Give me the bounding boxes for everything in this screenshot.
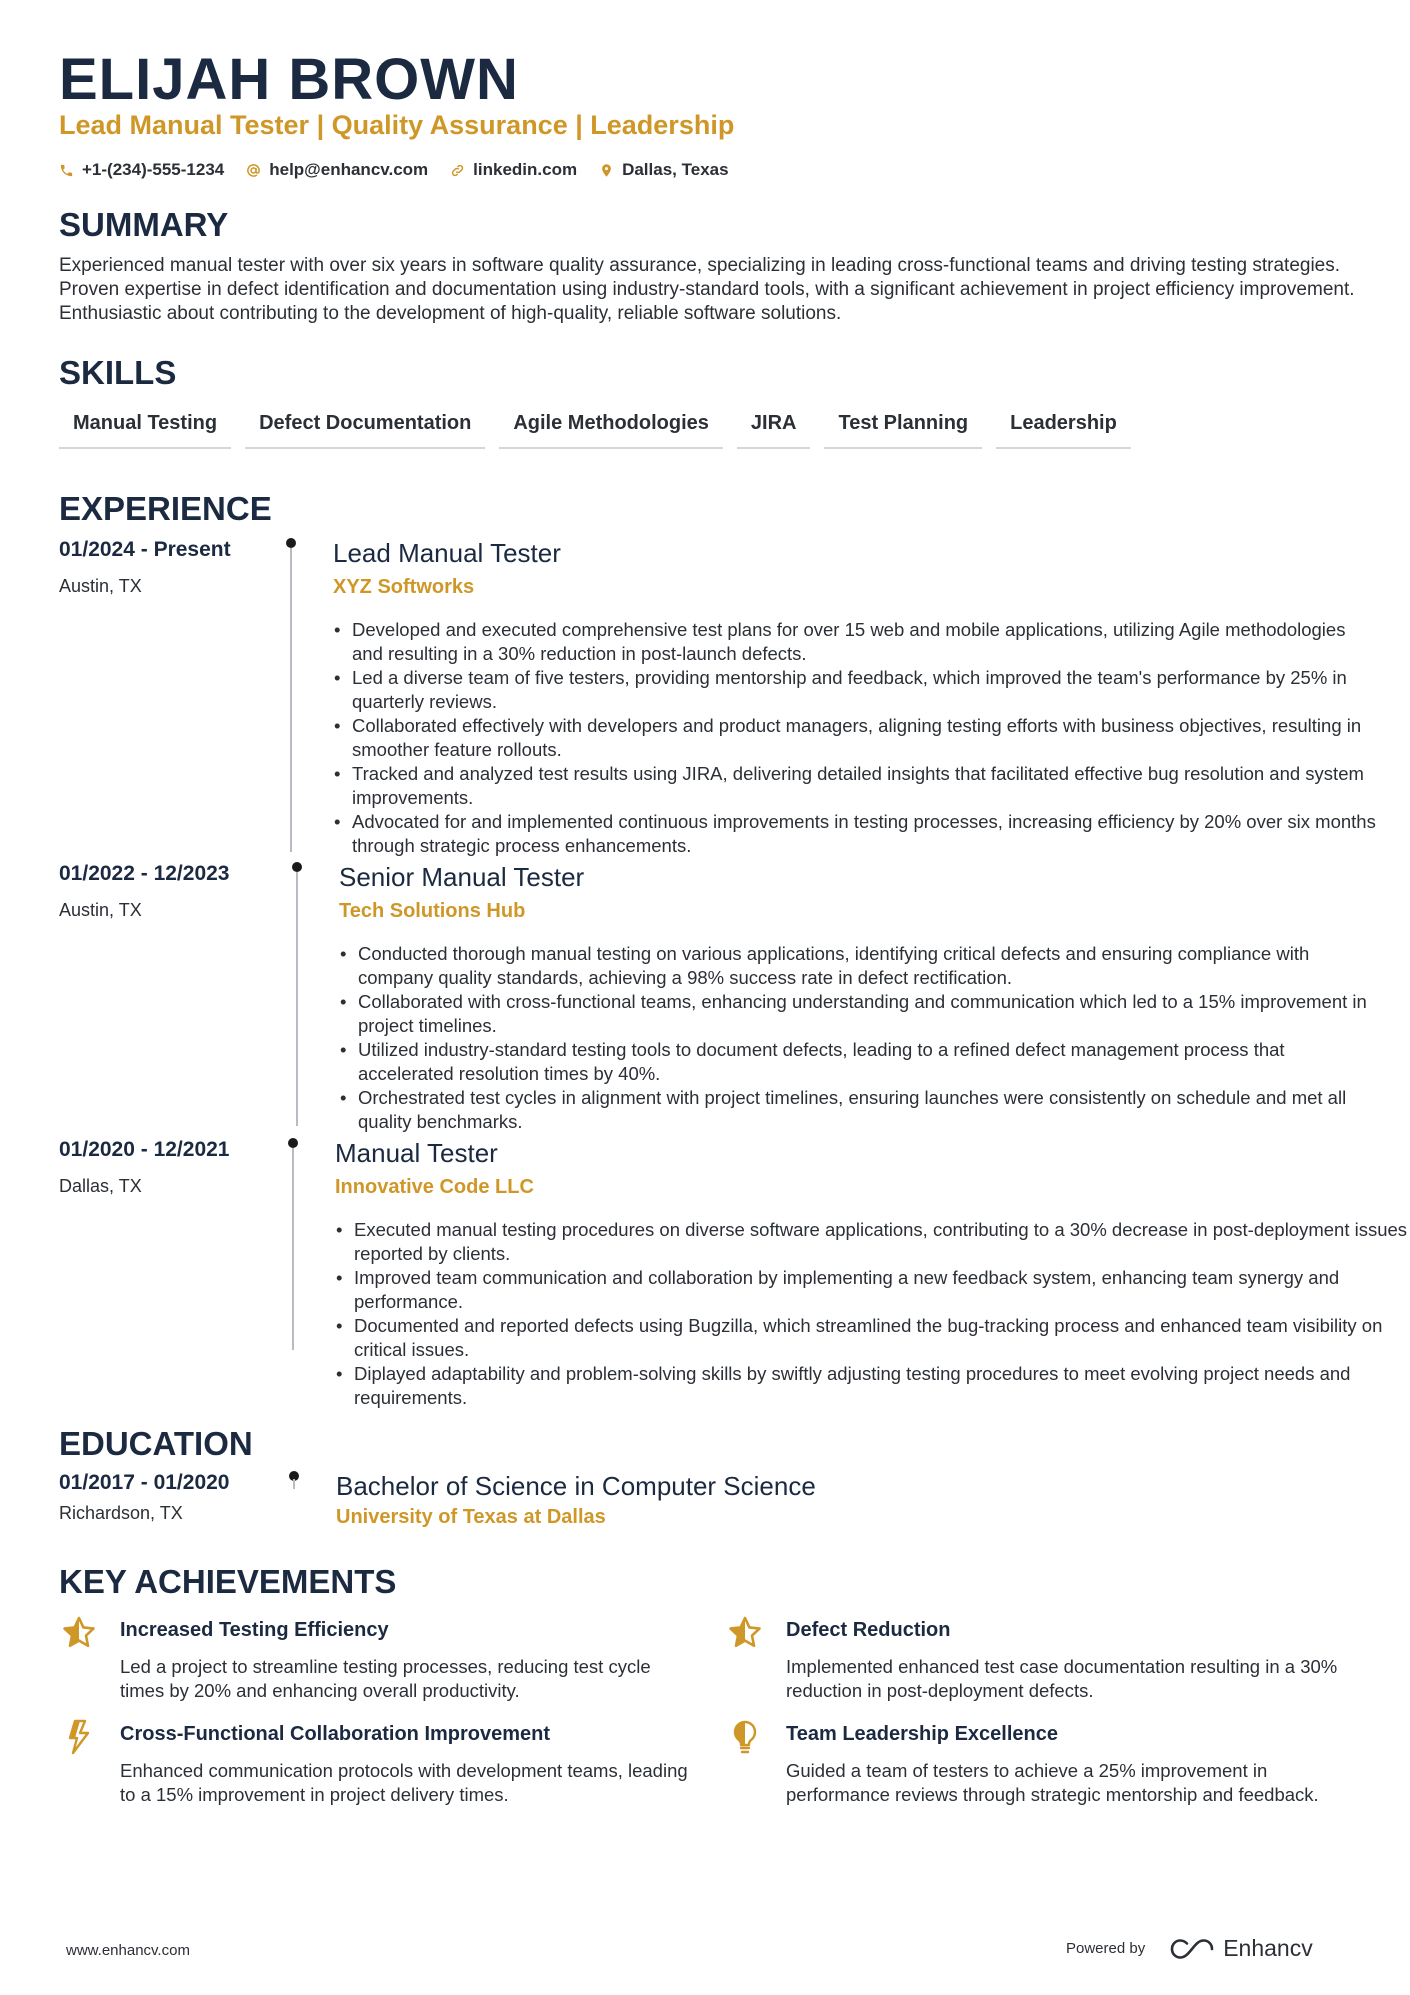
experience-date: 01/2020 - 12/2021 xyxy=(59,1138,230,1161)
skill-tag: Leadership xyxy=(996,408,1131,449)
achievement-title: Defect Reduction xyxy=(786,1619,951,1641)
experience-bullets xyxy=(326,618,1376,858)
experience-role: Manual Tester xyxy=(335,1138,498,1168)
bullet-item: • Executed manual testing procedures on diverse software applications, contributing to a 30% decrease in post-deployment issues reported by clients. xyxy=(328,1218,1408,1266)
education-school: University of Texas at Dallas xyxy=(336,1506,606,1528)
experience-role: Lead Manual Tester xyxy=(333,538,561,568)
bullet-item: • Conducted thorough manual testing on various applications, identifying critical defects and ensuring compliance with company quality standards, achieving a 98% success rate in defect rectification. xyxy=(332,942,1382,990)
bullet-item: • Developed and executed comprehensive test plans for over 15 web and mobile applications, utilizing Agile methodologies and resulting in a 30% reduction in post-launch defects. xyxy=(326,618,1376,666)
skill-tag: JIRA xyxy=(737,408,811,449)
education-title: EDUCATION xyxy=(59,1425,253,1462)
bullet-item: • Led a diverse team of five testers, providing mentorship and feedback, which improved the team's performance by 25% in quarterly reviews. xyxy=(326,666,1376,714)
phone-text: +1-(234)-555-1234 xyxy=(82,160,225,179)
experience-role: Senior Manual Tester xyxy=(339,862,585,892)
achievement-desc: Implemented enhanced test case documentation resulting in a 30% reduction in post-deployment defects. xyxy=(786,1656,1338,1701)
experience-date: 01/2024 - Present xyxy=(59,538,231,561)
skills-list xyxy=(59,408,1131,449)
achievement-title: Increased Testing Efficiency xyxy=(120,1619,389,1641)
education-item xyxy=(59,1471,1359,1531)
achievement-item xyxy=(61,1719,688,1805)
lightbulb-icon xyxy=(727,1719,763,1755)
contact-location xyxy=(599,160,728,180)
experience-detail xyxy=(333,538,561,599)
experience-company: Innovative Code LLC xyxy=(335,1176,534,1198)
contact-phone xyxy=(59,160,224,180)
education-degree: Bachelor of Science in Computer Science xyxy=(336,1471,816,1501)
experience-date: 01/2022 - 12/2023 xyxy=(59,862,230,885)
star-icon xyxy=(61,1615,97,1651)
bullet-item: • Utilized industry-standard testing tools to document defects, leading to a refined defect management process that accelerated resolution times by 40%. xyxy=(332,1038,1382,1086)
enhancv-logo[interactable] xyxy=(1169,1935,1313,1962)
experience-meta xyxy=(59,538,289,597)
experience-item xyxy=(59,538,1376,856)
enhancv-logo-icon xyxy=(1169,1937,1215,1961)
experience-location: Austin, TX xyxy=(59,576,142,596)
skill-tag: Manual Testing xyxy=(59,408,231,449)
experience-company: XYZ Softworks xyxy=(333,576,475,598)
skills-title: SKILLS xyxy=(59,354,177,391)
experience-meta xyxy=(59,1138,289,1197)
brand-name: Enhancv xyxy=(1223,1935,1313,1961)
summary-text: Experienced manual tester with over six years in software quality assurance, specializing in leading cross-functional teams and driving testing strategies. Proven expertise in defect identification and documentation using industry-standard tools, with a significant achievement in project efficiency improvement. Enthusiastic about contributing to the development of high-quality, reliable software solutions. xyxy=(59,255,1355,324)
timeline-line xyxy=(290,548,292,852)
achievement-desc: Led a project to streamline testing processes, reducing test cycle times by 20% and enhancing overall productivity. xyxy=(120,1656,651,1701)
powered-by-text: Powered by xyxy=(1066,1940,1146,1957)
contact-linkedin[interactable] xyxy=(450,160,577,180)
skill-tag: Defect Documentation xyxy=(245,408,485,449)
experience-location: Dallas, TX xyxy=(59,1176,142,1196)
location-text: Dallas, Texas xyxy=(622,160,729,179)
achievement-desc: Enhanced communication protocols with development teams, leading to a 15% improvement in project delivery times. xyxy=(120,1760,688,1805)
footer-branding xyxy=(1066,1935,1313,1962)
candidate-headline: Lead Manual Tester | Quality Assurance | Leadership xyxy=(59,110,735,140)
bullet-item: • Orchestrated test cycles in alignment with project timelines, ensuring launches were consistently on schedule and met all quality benchmarks. xyxy=(332,1086,1382,1134)
skill-tag: Agile Methodologies xyxy=(499,408,723,449)
experience-item xyxy=(59,862,1367,1132)
experience-location: Austin, TX xyxy=(59,900,142,920)
achievement-title: Team Leadership Excellence xyxy=(786,1723,1058,1745)
at-icon xyxy=(246,163,261,178)
candidate-name: ELIJAH BROWN xyxy=(59,47,519,112)
achievement-item xyxy=(727,1719,1347,1819)
experience-company: Tech Solutions Hub xyxy=(339,900,526,922)
achievement-title: Cross-Functional Collaboration Improvement xyxy=(120,1723,551,1745)
contact-row xyxy=(59,160,729,180)
bullet-item: • Documented and reported defects using Bugzilla, which streamlined the bug-tracking process and enhanced team visibility on critical issues. xyxy=(328,1314,1408,1362)
timeline-line xyxy=(296,872,298,1126)
education-meta xyxy=(59,1471,289,1524)
timeline-line xyxy=(292,1148,294,1350)
footer-website[interactable]: www.enhancv.com xyxy=(66,1942,190,1959)
bullet-item: • Collaborated effectively with developers and product managers, aligning testing efforts with business objectives, resulting in smoother feature rollouts. xyxy=(326,714,1376,762)
timeline-line xyxy=(293,1479,295,1489)
achievements-title: KEY ACHIEVEMENTS xyxy=(59,1563,397,1600)
achievement-item xyxy=(727,1615,1347,1701)
timeline-dot xyxy=(288,1138,298,1148)
timeline-dot xyxy=(292,862,302,872)
experience-title: EXPERIENCE xyxy=(59,490,272,527)
experience-bullets xyxy=(332,942,1382,1134)
experience-bullets xyxy=(328,1218,1408,1410)
email-text[interactable]: help@enhancv.com xyxy=(269,160,429,179)
phone-icon xyxy=(59,163,74,178)
contact-email[interactable] xyxy=(246,160,428,180)
location-pin-icon xyxy=(599,163,614,178)
skill-tag: Test Planning xyxy=(824,408,982,449)
bullet-item: • Tracked and analyzed test results using JIRA, delivering detailed insights that facilitated effective bug resolution and system improvements. xyxy=(326,762,1376,810)
bullet-item: • Collaborated with cross-functional teams, enhancing understanding and communication which led to a 15% improvement in project timelines. xyxy=(332,990,1382,1038)
linkedin-text[interactable]: linkedin.com xyxy=(473,160,578,179)
bullet-item: • Improved team communication and collaboration by implementing a new feedback system, enhancing team synergy and performance. xyxy=(328,1266,1408,1314)
education-date: 01/2017 - 01/2020 xyxy=(59,1471,230,1494)
lightning-icon xyxy=(61,1719,97,1755)
bullet-item: • Advocated for and implemented continuous improvements in testing processes, increasing efficiency by 20% over six months through strategic process enhancements. xyxy=(326,810,1376,858)
experience-meta xyxy=(59,862,289,921)
timeline-dot xyxy=(286,538,296,548)
experience-detail xyxy=(335,1138,534,1199)
achievement-item xyxy=(61,1615,681,1701)
education-detail xyxy=(336,1471,816,1529)
star-icon xyxy=(727,1615,763,1651)
bullet-item: • Diplayed adaptability and problem-solving skills by swiftly adjusting testing procedures to meet evolving project needs and requirements. xyxy=(328,1362,1408,1410)
education-location: Richardson, TX xyxy=(59,1503,183,1523)
experience-detail xyxy=(339,862,584,923)
summary-title: SUMMARY xyxy=(59,206,229,243)
experience-item xyxy=(59,1138,1408,1408)
link-icon xyxy=(450,163,465,178)
achievement-desc: Guided a team of testers to achieve a 25% improvement in performance reviews through strategic mentorship and feedback. xyxy=(786,1760,1319,1805)
